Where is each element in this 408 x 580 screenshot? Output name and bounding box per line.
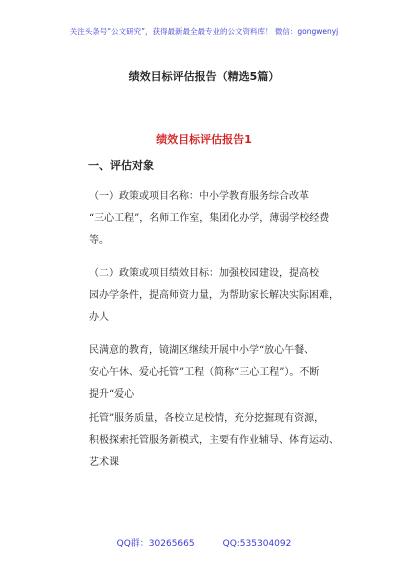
paragraph-line: 办人: [89, 312, 109, 323]
header-note: 关注头条号“公文研究”，获得最新最全最专业的公文资料库！ 微信：gongwenyj: [69, 27, 339, 36]
paragraph-line: “三心工程”，名师工作室，集团化办学，薄弱学校经费: [89, 213, 330, 224]
paragraph-1: [89, 186, 329, 252]
paragraph-line: 安心午休、爱心托管”工程（简称“三心工程”）。不断: [89, 367, 320, 378]
paragraph-line: 园办学条件，提高师资力量，为帮助家长解决实际困难，: [89, 290, 339, 301]
paragraph-line: （二）政策或项目绩效目标：加强校园建设，提高校: [89, 268, 319, 279]
footer-qq: QQ:535304092: [222, 539, 292, 549]
paragraph-line: （一）政策或项目名称：中小学教育服务综合改革: [89, 191, 309, 202]
document-title: 绩效目标评估报告（精选5篇）: [128, 70, 280, 83]
paragraph-line: 积极探索托管服务新模式，主要有作业辅导、体育运动、: [89, 435, 339, 446]
paragraph-line: 提升“爱心: [89, 389, 135, 400]
section-title: 绩效目标评估报告1: [156, 133, 252, 146]
paragraph-line: 艺术课: [89, 457, 119, 468]
paragraph-line: 民满意的教育，镜湖区继续开展中小学“放心午餐、: [89, 345, 315, 356]
paragraph-line: 托管”服务质量，各校立足校情，充分挖掘现有资源，: [89, 413, 325, 424]
footer-qq-group: QQ群：30265665: [116, 539, 195, 549]
footer-contact: [0, 536, 408, 549]
paragraph-2: [89, 263, 339, 329]
paragraph-4: [89, 408, 339, 474]
heading-evaluation-object: 一、评估对象: [88, 159, 154, 172]
paragraph-3: [89, 340, 329, 406]
paragraph-line: 等。: [89, 235, 109, 246]
